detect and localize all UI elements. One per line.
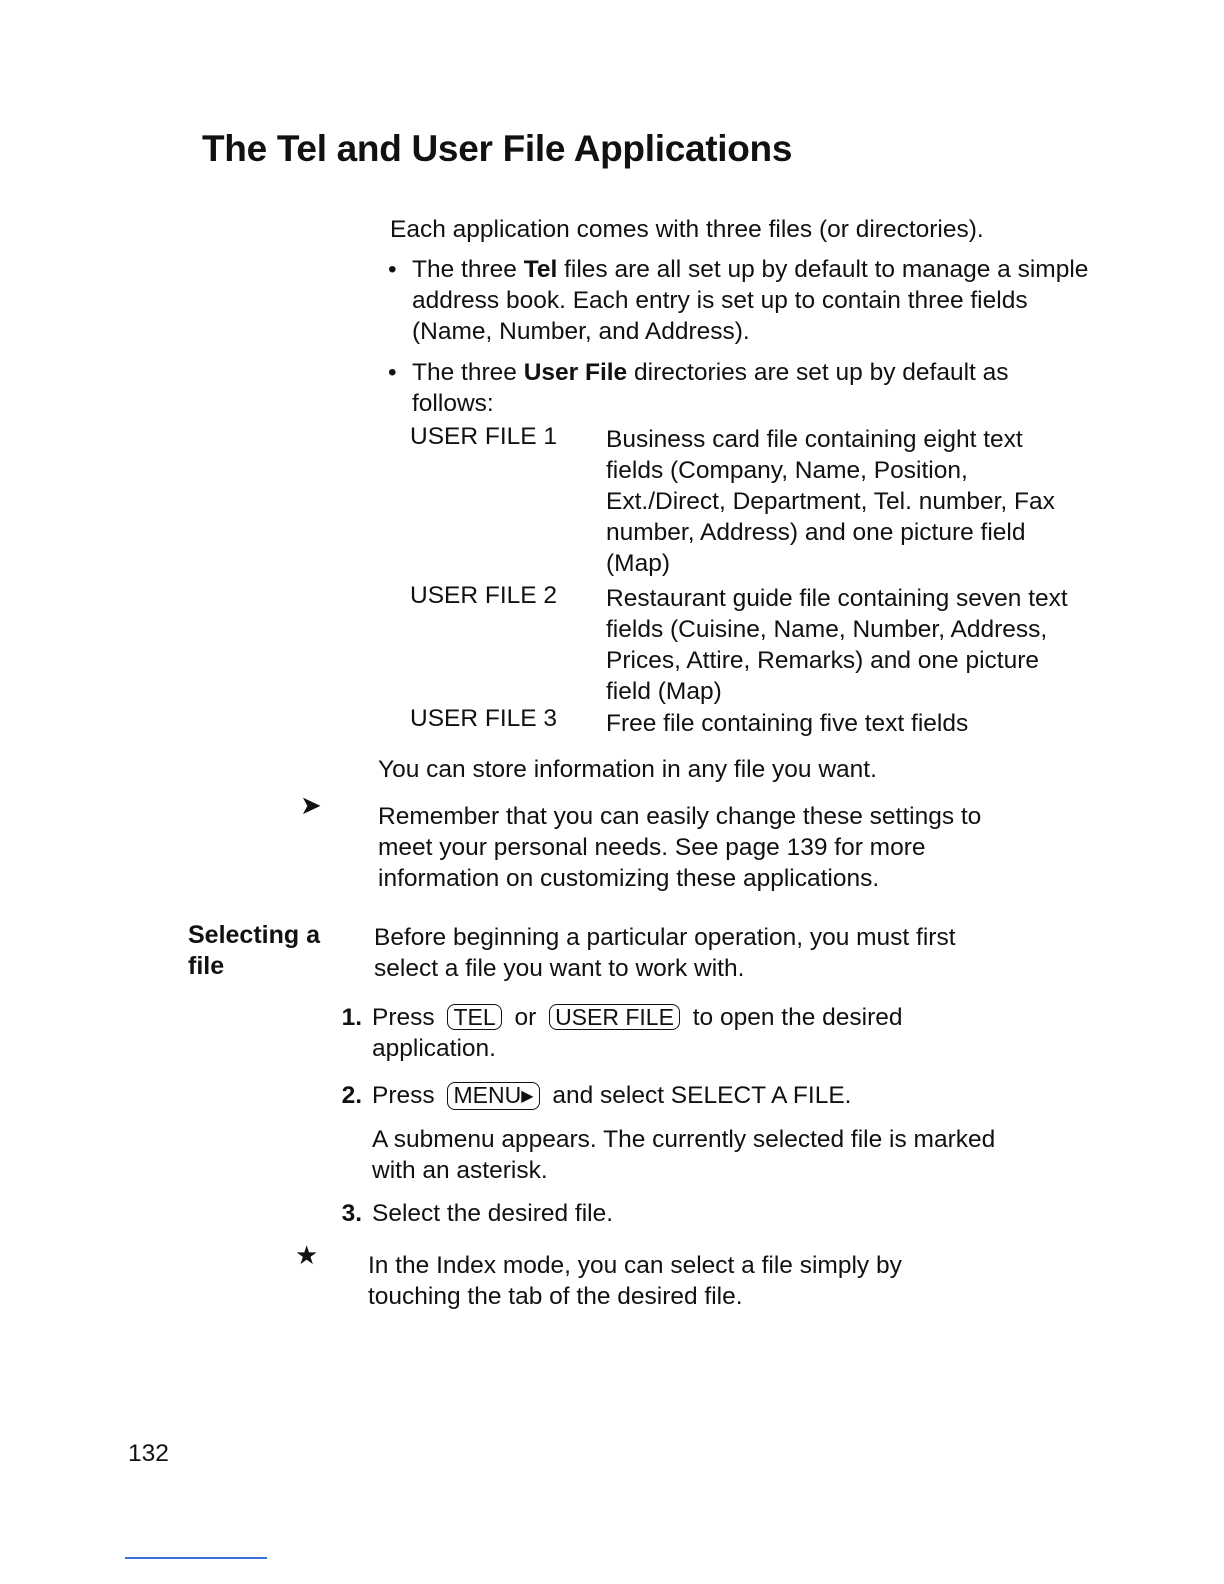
bullet-text: directories are set up by default as follows:: [412, 359, 1009, 417]
step-number: 3.: [341, 1200, 362, 1227]
section-heading: [188, 920, 348, 982]
step-number: 2.: [341, 1082, 362, 1109]
remember-note: Remember that you can easily change these settings to meet your personal needs. See page 139 for more information on customizing these applications.: [378, 803, 982, 892]
bullet-dot-icon: •: [388, 359, 397, 386]
user-file-2-label: USER FILE 2: [410, 582, 558, 609]
bullet-tel: [388, 254, 1092, 347]
user-file-3-label: USER FILE 3: [410, 705, 558, 732]
bullet-text: files are all set up by default to manage a simple address book. Each entry is set up to contain three fields (Name, Number, and Address).: [412, 256, 1089, 345]
section-heading-line: file: [188, 952, 225, 980]
footer-rule: [125, 1557, 267, 1559]
intro-paragraph: Each application comes with three files (or directories).: [390, 216, 984, 243]
section-intro: Before beginning a particular operation, you must first select a file you want to work with.: [374, 924, 956, 982]
bullet-user-file: [388, 357, 1092, 419]
step-text: to open the desired application.: [372, 1004, 903, 1062]
store-note: You can store information in any file you want.: [378, 756, 877, 783]
user-file-2-description: Restaurant guide file containing seven text fields (Cuisine, Name, Number, Address, Prices, Attire, Remarks) and one picture field (Map): [606, 585, 1068, 705]
key-menu-label: MENU: [453, 1082, 522, 1108]
step-text: Press: [372, 1082, 435, 1109]
star-icon: ★: [295, 1240, 319, 1270]
bullet-text: The three: [412, 256, 524, 283]
key-user-file: USER FILE: [549, 1004, 680, 1030]
page-title: The Tel and User File Applications: [202, 128, 793, 169]
bullet-dot-icon: •: [388, 256, 397, 283]
user-file-1-description: Business card file containing eight text fields (Company, Name, Position, Ext./Direct, Department, Tel. number, Fax number, Address) and one picture field (Map): [606, 426, 1055, 577]
user-file-3-description: Free file containing five text fields: [606, 710, 969, 737]
bullet-bold: User File: [523, 359, 628, 386]
section-heading-line: Selecting a: [188, 921, 320, 949]
step-text: and select SELECT A FILE.: [552, 1082, 852, 1109]
step-2: [372, 1080, 1012, 1111]
key-menu: [447, 1082, 539, 1110]
step-3: Select the desired file.: [372, 1200, 614, 1227]
bullet-text: The three: [412, 359, 524, 386]
key-tel: TEL: [447, 1004, 501, 1030]
step-2-result: A submenu appears. The currently selected file is marked with an asterisk.: [372, 1126, 996, 1184]
page-number: 132: [128, 1440, 169, 1467]
play-triangle-icon: ▶: [521, 1088, 534, 1105]
step-number: 1.: [341, 1004, 362, 1031]
bullet-bold: Tel: [523, 256, 558, 283]
step-text: or: [514, 1004, 537, 1031]
user-file-1-label: USER FILE 1: [410, 423, 558, 450]
step-1: [372, 1002, 1012, 1064]
tip-note: In the Index mode, you can select a file simply by touching the tab of the desired file.: [368, 1252, 902, 1310]
arrow-icon: ➤: [300, 790, 322, 820]
step-text: Press: [372, 1004, 435, 1031]
